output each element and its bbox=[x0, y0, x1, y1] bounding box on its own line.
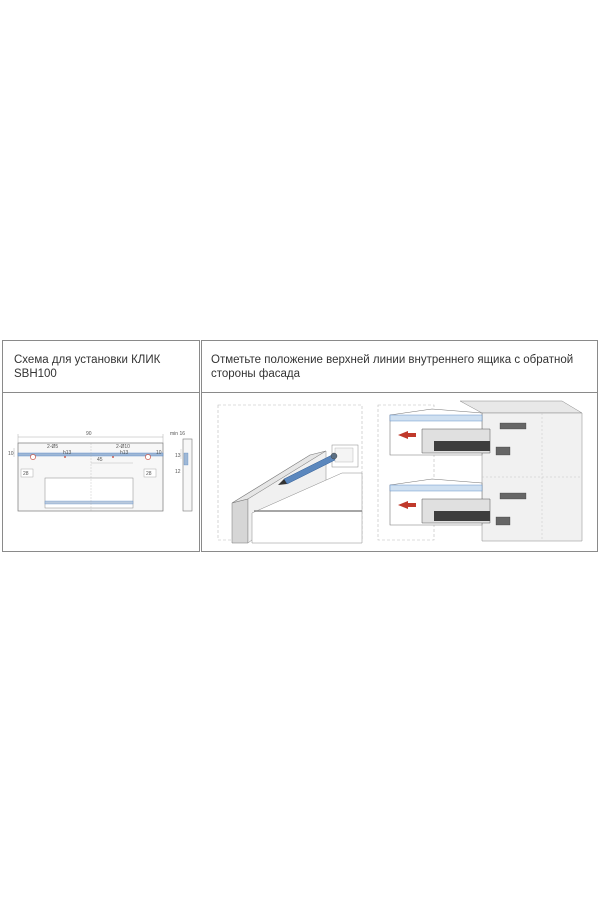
dim-label-side-a: 13 bbox=[175, 453, 181, 459]
dim-label-left-height: 10 bbox=[8, 451, 14, 457]
installation-scheme-drawing bbox=[3, 393, 199, 551]
dim-label-side-top: min 16 bbox=[170, 431, 186, 437]
dim-label-hole-right: 2-Ø10 bbox=[116, 444, 130, 450]
dim-label-hole-left-depth: h13 bbox=[63, 450, 72, 456]
marking-instruction-drawing bbox=[202, 393, 597, 551]
drawer-illustrations bbox=[202, 393, 597, 551]
bottom-rail-strip bbox=[45, 501, 133, 504]
dim-label-left-offset: 28 bbox=[23, 471, 29, 477]
dim-label-90: 90 bbox=[86, 431, 92, 437]
dim-label-side-b: 12 bbox=[175, 469, 181, 475]
dim-label-hole-right-depth: h13 bbox=[120, 450, 129, 456]
dim-label-45: 45 bbox=[97, 457, 103, 463]
dim-label-right-offset: 28 bbox=[146, 471, 152, 477]
marking-instruction-title: Отметьте положение верхней линии внутреннего ящика с обратной стороны фасада bbox=[211, 353, 574, 380]
dim-label-hole-left: 2-Ø5 bbox=[47, 444, 59, 450]
marking-instruction-panel bbox=[201, 340, 598, 552]
installation-scheme-panel bbox=[2, 340, 200, 552]
installation-scheme-title: Схема для установки КЛИК SBH100 bbox=[14, 353, 161, 380]
side-profile-outline bbox=[183, 439, 192, 511]
hole-right bbox=[145, 454, 150, 459]
bottom-drawer-runner bbox=[434, 511, 490, 521]
front-view-drawing bbox=[3, 393, 199, 551]
dim-label-right-small: 10 bbox=[156, 450, 162, 456]
top-drawer-runner bbox=[434, 441, 490, 451]
top-rail-strip bbox=[18, 453, 163, 456]
hole-left bbox=[30, 454, 35, 459]
cabinet-top bbox=[460, 401, 582, 413]
